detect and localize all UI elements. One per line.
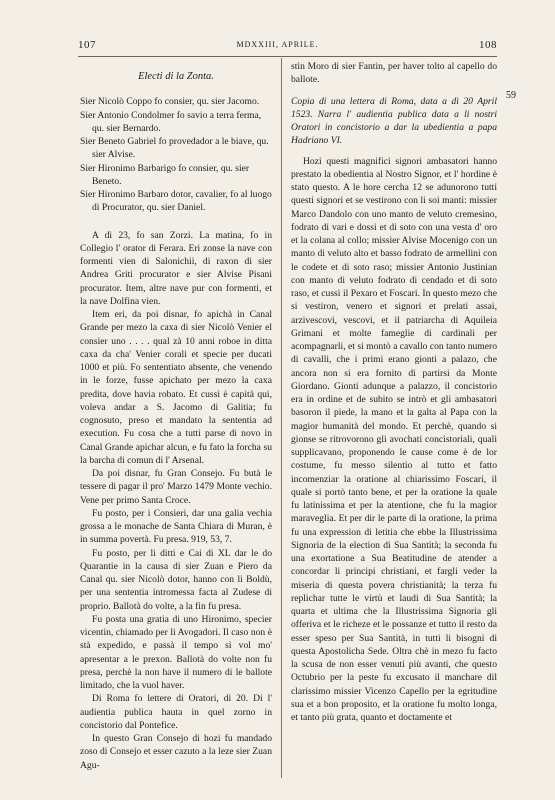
section-title: Electi di la Zonta. bbox=[138, 71, 214, 82]
page-number-left: 107 bbox=[78, 39, 96, 51]
letter-title: Copia di una lettera di Roma, data a dì 20 April 1523. Narra l' audientia publica data a li nostri Oratori in concistorio a dar la ubedientia a papa Hadriano VI. bbox=[291, 95, 497, 146]
electi-item: Sier Nicolò Coppo fo consier, qu. sier Jacomo. bbox=[80, 96, 260, 108]
paragraph: Item eri, da poi disnar, fo apichà in Canal Grande per mezo la caxa di sier Nicolò Venier el consier uno . . . . qual zà 10 anni roboe in ditta caxa da cha' Venier corali et specie per ducati 1000 et più. Fo sententiato absente, che venendo in le forze, fusse apichato per mezo la caxa predita, dove havia robato. Et cussì è capità qui, voleva andar a S. Jacomo di Galitia; fu cognosuto, preso et mandato la sententia ad execution. Fu cosa che a tutti parse di novo in Canal Grande apichar alcun, e fu fato la forcha su la barcha di comun di l' Arsenal. bbox=[80, 309, 272, 466]
electi-item: Sier Hironimo Barbarigo fo consier, qu. sier Beneto. bbox=[80, 162, 250, 187]
spacer bbox=[80, 215, 272, 229]
paragraph: Da poi disnar, fu Gran Consejo. Fu butà le tessere di pagar il pro' Marzo 1479 Monte vechio. Vene per primo Santa Croce. bbox=[80, 468, 272, 506]
paragraph: stin Moro di sier Fantin, per haver tolto al capello do ballote. bbox=[291, 61, 497, 86]
paragraph: Fu posto, per li ditti e Cai di XL dar le do Quarantie in la causa di sier Zuan e Piero da Canal qu. sier Nicolò dotor, hanno con li Boldù, per una sententia intromessa facta al Zudese di proprio. Ballotà do volte, a la fin fu presa. bbox=[80, 547, 272, 612]
paragraph: Di Roma fo lettere di Oratori, di 20. Di l' audientia publica hauta in quel zorno in concistorio dal Pontefice. bbox=[80, 693, 272, 731]
margin-number: 59 bbox=[506, 90, 516, 101]
header-rule bbox=[78, 56, 497, 57]
electi-item: Sier Beneto Gabriel fo provedador a le biave, qu. sier Alvise. bbox=[80, 136, 269, 161]
paragraph: A dì 23, fo san Zorzi. La matina, fo in Collegio l' orator di Ferara. Eri zonse la nave con formenti vien di Salonichii, di raxon di sier Andrea Griti procurator e sier Alvise Pisani procurator. Item, altre nave pur con formenti, et la nave Dolfina vien. bbox=[80, 229, 272, 307]
page-header bbox=[0, 39, 555, 53]
paragraph: Fu posto, per i Consieri, dar una galia vechia grossa a le monache de Santa Chiara di Muran, è in summa povertà. Fu presa. 919, 53, 7. bbox=[80, 507, 272, 546]
paragraph: Hozi questi magnifici signori ambasatori hanno prestato la obedientia al Nostro Signor, et l' hordine è stato questo. A le hore cercha 12 se adunorono tutti questi signori et se vestirono con li soi manti: missier Marco Dandolo con uno manto de veluto cremesino, fodrato di vari e dossi et di soto con una vesta d' oro et la colana al collo; missier Alvise Mocenigo con un manto di veluto alto et basso fodrato de armellini con le codete et di soto raso; missier Antonio Justinian con manto di veluto fodrato di cendado et di soto raso, et cussì il Pexaro et Foscari. In questo mezo che si vestiron, venero et signori et prelati assai, arzivescovi, vescovi, et il patriarcha di Aquileia Grimani et molte fameglie di cardinali per acompagnarli, et si montò a cavallo con tanto numero di cavalli, che i primi erano gionti a palazo, che ancora non si era fornito di partirsi da Monte Giordano. Gionti adunque a palazzo, il concistorio era in ordine et de subito se intrò et gli ambasatori basoron il piede, la mano et la galta al Papa con la magior humanità del mondo. Et perchè, quando si gionse se ritrovorono gli avochati concistoriali, quali supplicavano, proponendo le cause come è de lor costume, fu messo silentio al tutto et fatto incomenziar la oratione al chiarissimo Foscari, il quale si portò tanto bene, et per la oratione la quale fu latinissima et per la atentione, che fu la magior maraveglia. Et per dir le parte di la oratione, la prima fu una expression di letitia che ebbe la Illustrissima Signoria de la election di Sua Santità; la seconda fu una exortatione a Sua Beatitudine de atender a concordar li principi christiani, et fargli veder la miseria di questa povera christianità; la terza fu replichar tutte le virtù et laudi di Sua Santità; la quarta et ultima che la Illustrissima Signoria gli offeriva et le richeze et le possanze et tutto il resto da esser speso per Sua Santità, in tutti li bisogni di questa Apostolicha Sede. Oltra chè in mezo fu facto la scusa de non esser venuti più avanti, che questo Octubrio per la peste fu excusato il manchare dil clarissimo missier Vicenzo Capello per la egritudine sua et a bon proposito, et la oratione fu molto longa, et tanto più grata, quanto et doctamente et bbox=[291, 155, 497, 723]
column-divider bbox=[281, 58, 282, 778]
electi-item: Sier Hironimo Barbaro dotor, cavalier, fo al luogo di Procurator, qu. sier Daniel. bbox=[80, 189, 272, 214]
page-number-right: 108 bbox=[479, 39, 497, 51]
running-title: MDXXIII, APRILE. bbox=[236, 40, 319, 49]
left-column bbox=[80, 60, 272, 772]
right-column bbox=[291, 60, 497, 724]
paragraph: Fu posta una gratia di uno Hironimo, specier vicentin, chiamado per li Avogadori. Il caso non è stà expedido, e passà il tempo sì vol mo' apresentar a le prexon. Ballotà do volte non fu presa, perchè la non have il numero di le ballote limitado, che la vuol haver. bbox=[80, 613, 272, 691]
electi-item: Sier Antonio Condolmer fo savio a terra ferma, qu. sier Bernardo. bbox=[80, 109, 262, 134]
paragraph: In questo Gran Consejo di hozi fu mandado zoso di Consejo et esser cazuto a la leze sier Zuan Agu- bbox=[80, 733, 272, 771]
